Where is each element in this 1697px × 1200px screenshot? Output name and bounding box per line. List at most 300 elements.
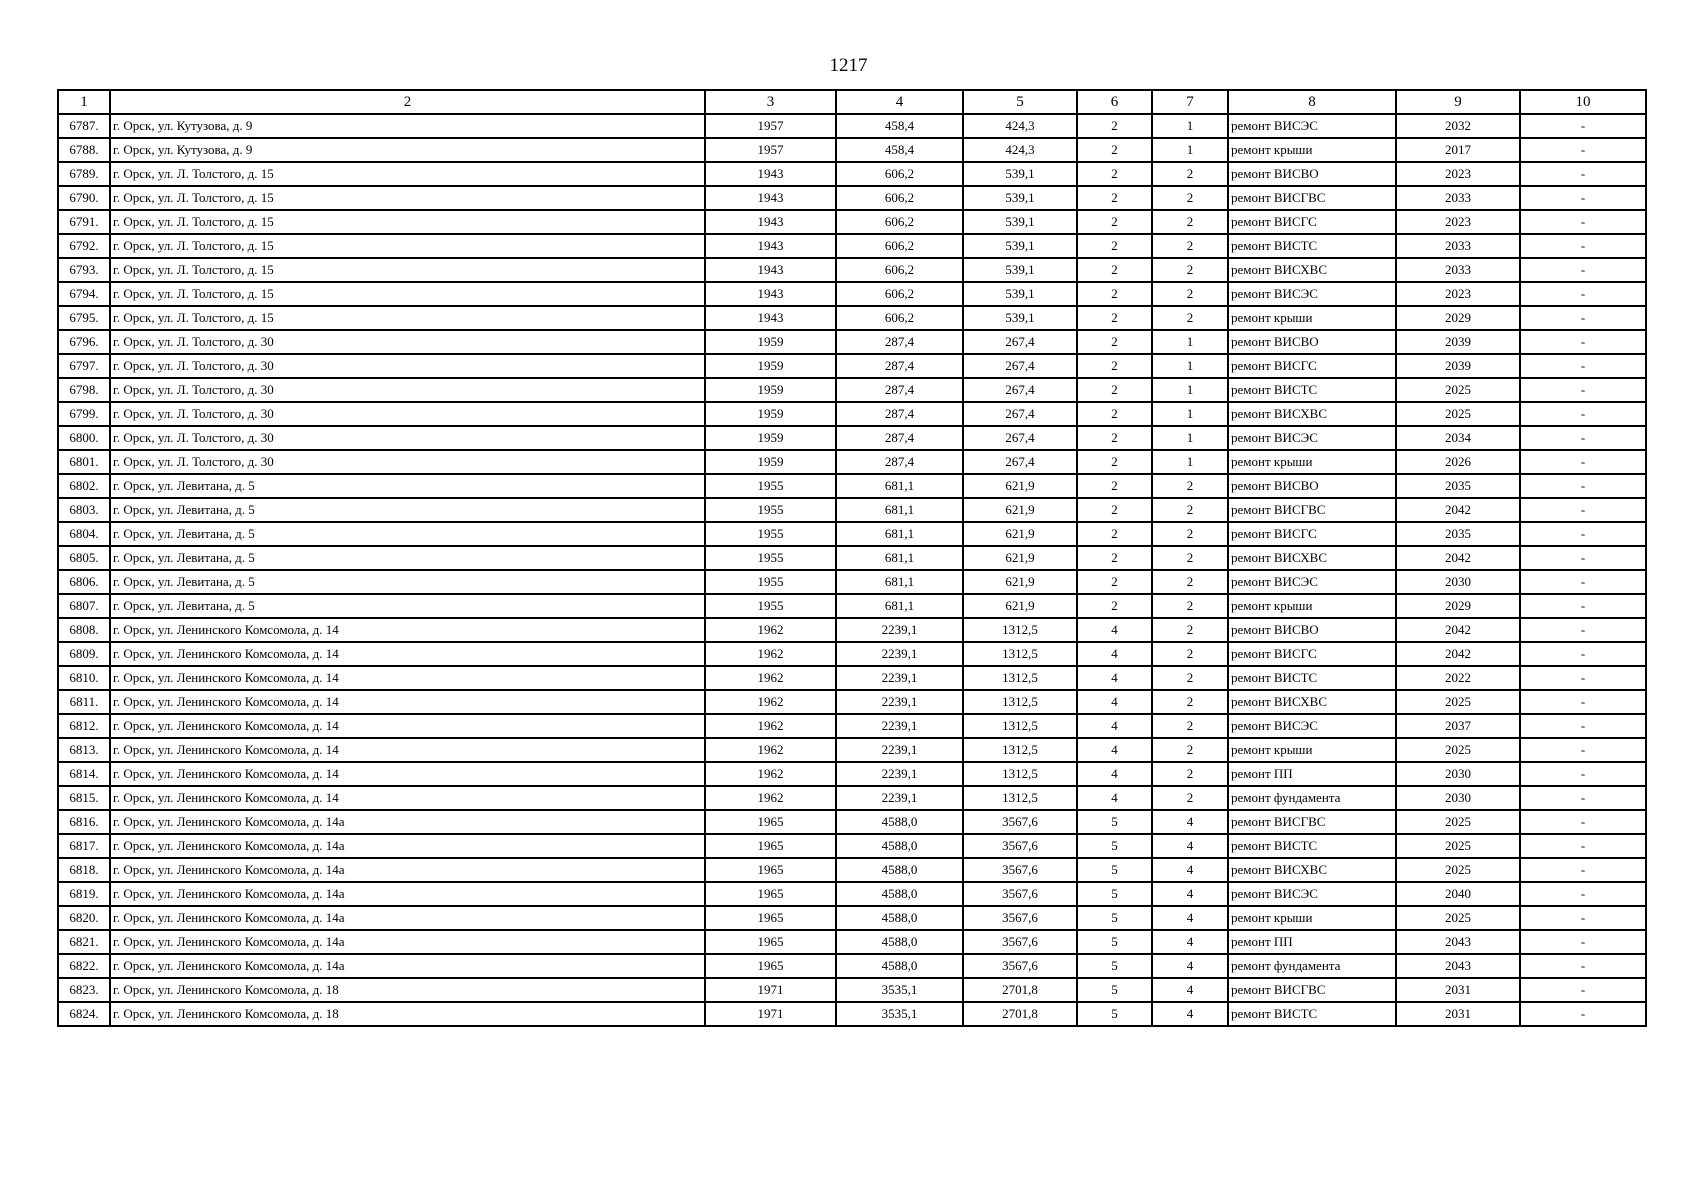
row-number-cell: 6804. (58, 522, 110, 546)
living-area-cell: 267,4 (963, 402, 1077, 426)
plan-year-cell: 2042 (1396, 618, 1520, 642)
floors-cell: 2 (1077, 186, 1152, 210)
year-cell: 1959 (705, 330, 836, 354)
row-number-cell: 6814. (58, 762, 110, 786)
work-type-cell: ремонт фундамента (1228, 954, 1396, 978)
plan-year-cell: 2042 (1396, 546, 1520, 570)
plan-year-cell: 2030 (1396, 762, 1520, 786)
address-cell: г. Орск, ул. Ленинского Комсомола, д. 14а (110, 882, 705, 906)
year-cell: 1962 (705, 690, 836, 714)
total-area-cell: 2239,1 (836, 666, 963, 690)
total-area-cell: 287,4 (836, 426, 963, 450)
entrances-cell: 1 (1152, 354, 1228, 378)
row-number-cell: 6789. (58, 162, 110, 186)
column-header-1: 1 (58, 90, 110, 114)
plan-year-cell: 2043 (1396, 954, 1520, 978)
living-area-cell: 621,9 (963, 498, 1077, 522)
plan-year-cell: 2042 (1396, 642, 1520, 666)
living-area-cell: 267,4 (963, 354, 1077, 378)
address-cell: г. Орск, ул. Ленинского Комсомола, д. 14а (110, 930, 705, 954)
work-type-cell: ремонт ВИСХВС (1228, 546, 1396, 570)
year-cell: 1965 (705, 882, 836, 906)
note-cell: - (1520, 810, 1646, 834)
table-row (58, 234, 1646, 258)
row-number-cell: 6802. (58, 474, 110, 498)
note-cell: - (1520, 234, 1646, 258)
total-area-cell: 681,1 (836, 594, 963, 618)
entrances-cell: 1 (1152, 378, 1228, 402)
row-number-cell: 6809. (58, 642, 110, 666)
year-cell: 1959 (705, 378, 836, 402)
entrances-cell: 1 (1152, 402, 1228, 426)
address-cell: г. Орск, ул. Ленинского Комсомола, д. 14 (110, 666, 705, 690)
address-cell: г. Орск, ул. Ленинского Комсомола, д. 14 (110, 618, 705, 642)
note-cell: - (1520, 906, 1646, 930)
table-row (58, 282, 1646, 306)
table-row (58, 594, 1646, 618)
floors-cell: 5 (1077, 834, 1152, 858)
year-cell: 1959 (705, 426, 836, 450)
living-area-cell: 539,1 (963, 210, 1077, 234)
address-cell: г. Орск, ул. Л. Толстого, д. 15 (110, 186, 705, 210)
floors-cell: 2 (1077, 546, 1152, 570)
floors-cell: 5 (1077, 906, 1152, 930)
plan-year-cell: 2023 (1396, 282, 1520, 306)
plan-year-cell: 2033 (1396, 258, 1520, 282)
floors-cell: 2 (1077, 258, 1152, 282)
year-cell: 1955 (705, 546, 836, 570)
work-type-cell: ремонт ВИСТС (1228, 666, 1396, 690)
address-cell: г. Орск, ул. Ленинского Комсомола, д. 14 (110, 642, 705, 666)
note-cell: - (1520, 138, 1646, 162)
floors-cell: 2 (1077, 234, 1152, 258)
table-row (58, 378, 1646, 402)
living-area-cell: 424,3 (963, 138, 1077, 162)
living-area-cell: 424,3 (963, 114, 1077, 138)
living-area-cell: 539,1 (963, 234, 1077, 258)
plan-year-cell: 2031 (1396, 1002, 1520, 1026)
year-cell: 1965 (705, 930, 836, 954)
note-cell: - (1520, 594, 1646, 618)
total-area-cell: 4588,0 (836, 882, 963, 906)
floors-cell: 5 (1077, 978, 1152, 1002)
entrances-cell: 2 (1152, 282, 1228, 306)
note-cell: - (1520, 786, 1646, 810)
living-area-cell: 1312,5 (963, 786, 1077, 810)
table-row (58, 786, 1646, 810)
work-type-cell: ремонт ВИСТС (1228, 1002, 1396, 1026)
living-area-cell: 3567,6 (963, 834, 1077, 858)
entrances-cell: 4 (1152, 930, 1228, 954)
entrances-cell: 2 (1152, 738, 1228, 762)
plan-year-cell: 2025 (1396, 810, 1520, 834)
address-cell: г. Орск, ул. Л. Толстого, д. 30 (110, 354, 705, 378)
address-cell: г. Орск, ул. Левитана, д. 5 (110, 570, 705, 594)
work-type-cell: ремонт ВИСГС (1228, 642, 1396, 666)
table-header-row (58, 90, 1646, 114)
total-area-cell: 606,2 (836, 306, 963, 330)
total-area-cell: 287,4 (836, 378, 963, 402)
plan-year-cell: 2025 (1396, 738, 1520, 762)
floors-cell: 4 (1077, 618, 1152, 642)
year-cell: 1959 (705, 402, 836, 426)
table-body (58, 114, 1646, 1026)
entrances-cell: 2 (1152, 186, 1228, 210)
entrances-cell: 4 (1152, 1002, 1228, 1026)
table-row (58, 186, 1646, 210)
work-type-cell: ремонт крыши (1228, 138, 1396, 162)
work-type-cell: ремонт ВИСХВС (1228, 858, 1396, 882)
plan-year-cell: 2035 (1396, 522, 1520, 546)
total-area-cell: 606,2 (836, 258, 963, 282)
address-cell: г. Орск, ул. Кутузова, д. 9 (110, 138, 705, 162)
plan-year-cell: 2017 (1396, 138, 1520, 162)
note-cell: - (1520, 114, 1646, 138)
floors-cell: 4 (1077, 738, 1152, 762)
row-number-cell: 6792. (58, 234, 110, 258)
note-cell: - (1520, 858, 1646, 882)
floors-cell: 4 (1077, 642, 1152, 666)
work-type-cell: ремонт ВИСТС (1228, 834, 1396, 858)
living-area-cell: 2701,8 (963, 1002, 1077, 1026)
floors-cell: 2 (1077, 402, 1152, 426)
entrances-cell: 2 (1152, 714, 1228, 738)
total-area-cell: 287,4 (836, 330, 963, 354)
floors-cell: 4 (1077, 762, 1152, 786)
column-header-6: 6 (1077, 90, 1152, 114)
row-number-cell: 6820. (58, 906, 110, 930)
note-cell: - (1520, 402, 1646, 426)
entrances-cell: 2 (1152, 546, 1228, 570)
floors-cell: 2 (1077, 474, 1152, 498)
entrances-cell: 2 (1152, 642, 1228, 666)
address-cell: г. Орск, ул. Ленинского Комсомола, д. 18 (110, 1002, 705, 1026)
row-number-cell: 6791. (58, 210, 110, 234)
note-cell: - (1520, 1002, 1646, 1026)
floors-cell: 5 (1077, 1002, 1152, 1026)
living-area-cell: 539,1 (963, 258, 1077, 282)
entrances-cell: 2 (1152, 618, 1228, 642)
plan-year-cell: 2031 (1396, 978, 1520, 1002)
entrances-cell: 2 (1152, 210, 1228, 234)
work-type-cell: ремонт ВИСГС (1228, 210, 1396, 234)
note-cell: - (1520, 354, 1646, 378)
column-header-10: 10 (1520, 90, 1646, 114)
living-area-cell: 3567,6 (963, 882, 1077, 906)
entrances-cell: 2 (1152, 522, 1228, 546)
floors-cell: 5 (1077, 858, 1152, 882)
total-area-cell: 458,4 (836, 138, 963, 162)
plan-year-cell: 2043 (1396, 930, 1520, 954)
total-area-cell: 458,4 (836, 114, 963, 138)
entrances-cell: 2 (1152, 306, 1228, 330)
entrances-cell: 4 (1152, 954, 1228, 978)
table-row (58, 618, 1646, 642)
table-row (58, 1002, 1646, 1026)
note-cell: - (1520, 330, 1646, 354)
row-number-cell: 6811. (58, 690, 110, 714)
table-row (58, 138, 1646, 162)
row-number-cell: 6799. (58, 402, 110, 426)
address-cell: г. Орск, ул. Ленинского Комсомола, д. 14а (110, 954, 705, 978)
floors-cell: 2 (1077, 522, 1152, 546)
work-type-cell: ремонт ВИСЭС (1228, 882, 1396, 906)
row-number-cell: 6818. (58, 858, 110, 882)
work-type-cell: ремонт крыши (1228, 450, 1396, 474)
row-number-cell: 6812. (58, 714, 110, 738)
work-type-cell: ремонт ВИСЭС (1228, 714, 1396, 738)
entrances-cell: 2 (1152, 162, 1228, 186)
note-cell: - (1520, 162, 1646, 186)
address-cell: г. Орск, ул. Ленинского Комсомола, д. 14 (110, 690, 705, 714)
year-cell: 1943 (705, 234, 836, 258)
row-number-cell: 6790. (58, 186, 110, 210)
total-area-cell: 606,2 (836, 234, 963, 258)
row-number-cell: 6824. (58, 1002, 110, 1026)
plan-year-cell: 2023 (1396, 210, 1520, 234)
plan-year-cell: 2030 (1396, 786, 1520, 810)
year-cell: 1962 (705, 618, 836, 642)
living-area-cell: 1312,5 (963, 642, 1077, 666)
year-cell: 1962 (705, 642, 836, 666)
entrances-cell: 2 (1152, 258, 1228, 282)
work-type-cell: ремонт ВИСЭС (1228, 570, 1396, 594)
address-cell: г. Орск, ул. Кутузова, д. 9 (110, 114, 705, 138)
page-number: 1217 (829, 55, 868, 76)
plan-year-cell: 2040 (1396, 882, 1520, 906)
work-type-cell: ремонт ВИСХВС (1228, 402, 1396, 426)
row-number-cell: 6808. (58, 618, 110, 642)
work-type-cell: ремонт крыши (1228, 906, 1396, 930)
address-cell: г. Орск, ул. Л. Толстого, д. 15 (110, 162, 705, 186)
living-area-cell: 621,9 (963, 594, 1077, 618)
year-cell: 1965 (705, 954, 836, 978)
living-area-cell: 539,1 (963, 282, 1077, 306)
plan-year-cell: 2042 (1396, 498, 1520, 522)
year-cell: 1971 (705, 1002, 836, 1026)
year-cell: 1971 (705, 978, 836, 1002)
year-cell: 1962 (705, 714, 836, 738)
entrances-cell: 2 (1152, 570, 1228, 594)
plan-year-cell: 2039 (1396, 330, 1520, 354)
plan-year-cell: 2037 (1396, 714, 1520, 738)
table-row (58, 930, 1646, 954)
total-area-cell: 681,1 (836, 498, 963, 522)
address-cell: г. Орск, ул. Ленинского Комсомола, д. 14а (110, 858, 705, 882)
note-cell: - (1520, 474, 1646, 498)
floors-cell: 2 (1077, 138, 1152, 162)
living-area-cell: 621,9 (963, 474, 1077, 498)
table-row (58, 114, 1646, 138)
note-cell: - (1520, 426, 1646, 450)
note-cell: - (1520, 714, 1646, 738)
year-cell: 1943 (705, 210, 836, 234)
entrances-cell: 1 (1152, 426, 1228, 450)
note-cell: - (1520, 450, 1646, 474)
address-cell: г. Орск, ул. Левитана, д. 5 (110, 594, 705, 618)
note-cell: - (1520, 378, 1646, 402)
living-area-cell: 3567,6 (963, 810, 1077, 834)
address-cell: г. Орск, ул. Ленинского Комсомола, д. 14а (110, 906, 705, 930)
living-area-cell: 1312,5 (963, 762, 1077, 786)
row-number-cell: 6796. (58, 330, 110, 354)
year-cell: 1962 (705, 786, 836, 810)
year-cell: 1943 (705, 282, 836, 306)
living-area-cell: 1312,5 (963, 738, 1077, 762)
year-cell: 1957 (705, 114, 836, 138)
floors-cell: 2 (1077, 282, 1152, 306)
address-cell: г. Орск, ул. Ленинского Комсомола, д. 18 (110, 978, 705, 1002)
table-row (58, 306, 1646, 330)
work-type-cell: ремонт ВИСЭС (1228, 426, 1396, 450)
row-number-cell: 6807. (58, 594, 110, 618)
work-type-cell: ремонт ВИСВО (1228, 618, 1396, 642)
plan-year-cell: 2025 (1396, 378, 1520, 402)
address-cell: г. Орск, ул. Л. Толстого, д. 30 (110, 450, 705, 474)
table-row (58, 162, 1646, 186)
entrances-cell: 4 (1152, 858, 1228, 882)
address-cell: г. Орск, ул. Л. Толстого, д. 15 (110, 234, 705, 258)
total-area-cell: 681,1 (836, 522, 963, 546)
table-row (58, 954, 1646, 978)
living-area-cell: 1312,5 (963, 690, 1077, 714)
column-header-4: 4 (836, 90, 963, 114)
row-number-cell: 6788. (58, 138, 110, 162)
plan-year-cell: 2025 (1396, 402, 1520, 426)
address-cell: г. Орск, ул. Л. Толстого, д. 30 (110, 378, 705, 402)
table-row (58, 546, 1646, 570)
living-area-cell: 539,1 (963, 186, 1077, 210)
address-cell: г. Орск, ул. Ленинского Комсомола, д. 14 (110, 786, 705, 810)
address-cell: г. Орск, ул. Левитана, д. 5 (110, 546, 705, 570)
plan-year-cell: 2032 (1396, 114, 1520, 138)
plan-year-cell: 2026 (1396, 450, 1520, 474)
work-type-cell: ремонт ВИСТС (1228, 378, 1396, 402)
address-cell: г. Орск, ул. Ленинского Комсомола, д. 14 (110, 762, 705, 786)
floors-cell: 5 (1077, 882, 1152, 906)
address-cell: г. Орск, ул. Л. Толстого, д. 30 (110, 330, 705, 354)
living-area-cell: 539,1 (963, 306, 1077, 330)
floors-cell: 2 (1077, 426, 1152, 450)
entrances-cell: 2 (1152, 498, 1228, 522)
work-type-cell: ремонт ВИСГВС (1228, 186, 1396, 210)
total-area-cell: 606,2 (836, 282, 963, 306)
table-row (58, 858, 1646, 882)
plan-year-cell: 2033 (1396, 234, 1520, 258)
address-cell: г. Орск, ул. Ленинского Комсомола, д. 14 (110, 738, 705, 762)
floors-cell: 4 (1077, 666, 1152, 690)
note-cell: - (1520, 762, 1646, 786)
entrances-cell: 4 (1152, 834, 1228, 858)
year-cell: 1955 (705, 594, 836, 618)
address-cell: г. Орск, ул. Левитана, д. 5 (110, 474, 705, 498)
row-number-cell: 6805. (58, 546, 110, 570)
year-cell: 1965 (705, 810, 836, 834)
plan-year-cell: 2022 (1396, 666, 1520, 690)
row-number-cell: 6813. (58, 738, 110, 762)
row-number-cell: 6823. (58, 978, 110, 1002)
total-area-cell: 2239,1 (836, 690, 963, 714)
floors-cell: 4 (1077, 786, 1152, 810)
address-cell: г. Орск, ул. Л. Толстого, д. 15 (110, 210, 705, 234)
living-area-cell: 3567,6 (963, 858, 1077, 882)
total-area-cell: 2239,1 (836, 762, 963, 786)
year-cell: 1955 (705, 570, 836, 594)
row-number-cell: 6795. (58, 306, 110, 330)
row-number-cell: 6800. (58, 426, 110, 450)
plan-year-cell: 2023 (1396, 162, 1520, 186)
table-row (58, 498, 1646, 522)
note-cell: - (1520, 498, 1646, 522)
plan-year-cell: 2035 (1396, 474, 1520, 498)
year-cell: 1955 (705, 474, 836, 498)
total-area-cell: 4588,0 (836, 954, 963, 978)
row-number-cell: 6822. (58, 954, 110, 978)
work-type-cell: ремонт ВИСХВС (1228, 690, 1396, 714)
address-cell: г. Орск, ул. Левитана, д. 5 (110, 498, 705, 522)
total-area-cell: 606,2 (836, 210, 963, 234)
note-cell: - (1520, 306, 1646, 330)
note-cell: - (1520, 666, 1646, 690)
address-cell: г. Орск, ул. Ленинского Комсомола, д. 14а (110, 810, 705, 834)
plan-year-cell: 2025 (1396, 690, 1520, 714)
total-area-cell: 681,1 (836, 546, 963, 570)
floors-cell: 2 (1077, 498, 1152, 522)
note-cell: - (1520, 258, 1646, 282)
living-area-cell: 3567,6 (963, 954, 1077, 978)
entrances-cell: 2 (1152, 234, 1228, 258)
floors-cell: 2 (1077, 162, 1152, 186)
table-row (58, 690, 1646, 714)
row-number-cell: 6794. (58, 282, 110, 306)
column-header-3: 3 (705, 90, 836, 114)
total-area-cell: 2239,1 (836, 642, 963, 666)
work-type-cell: ремонт фундамента (1228, 786, 1396, 810)
entrances-cell: 2 (1152, 666, 1228, 690)
total-area-cell: 606,2 (836, 162, 963, 186)
note-cell: - (1520, 882, 1646, 906)
entrances-cell: 2 (1152, 474, 1228, 498)
entrances-cell: 4 (1152, 906, 1228, 930)
note-cell: - (1520, 546, 1646, 570)
work-type-cell: ремонт крыши (1228, 594, 1396, 618)
year-cell: 1943 (705, 306, 836, 330)
row-number-cell: 6815. (58, 786, 110, 810)
living-area-cell: 1312,5 (963, 618, 1077, 642)
living-area-cell: 3567,6 (963, 930, 1077, 954)
year-cell: 1965 (705, 834, 836, 858)
work-type-cell: ремонт ВИСВО (1228, 162, 1396, 186)
floors-cell: 5 (1077, 930, 1152, 954)
total-area-cell: 4588,0 (836, 906, 963, 930)
year-cell: 1962 (705, 762, 836, 786)
table-row (58, 978, 1646, 1002)
living-area-cell: 621,9 (963, 546, 1077, 570)
total-area-cell: 681,1 (836, 474, 963, 498)
plan-year-cell: 2034 (1396, 426, 1520, 450)
address-cell: г. Орск, ул. Ленинского Комсомола, д. 14а (110, 834, 705, 858)
row-number-cell: 6787. (58, 114, 110, 138)
total-area-cell: 287,4 (836, 450, 963, 474)
note-cell: - (1520, 690, 1646, 714)
living-area-cell: 539,1 (963, 162, 1077, 186)
table-row (58, 570, 1646, 594)
column-header-5: 5 (963, 90, 1077, 114)
living-area-cell: 621,9 (963, 522, 1077, 546)
work-type-cell: ремонт ВИСТС (1228, 234, 1396, 258)
year-cell: 1962 (705, 666, 836, 690)
row-number-cell: 6819. (58, 882, 110, 906)
